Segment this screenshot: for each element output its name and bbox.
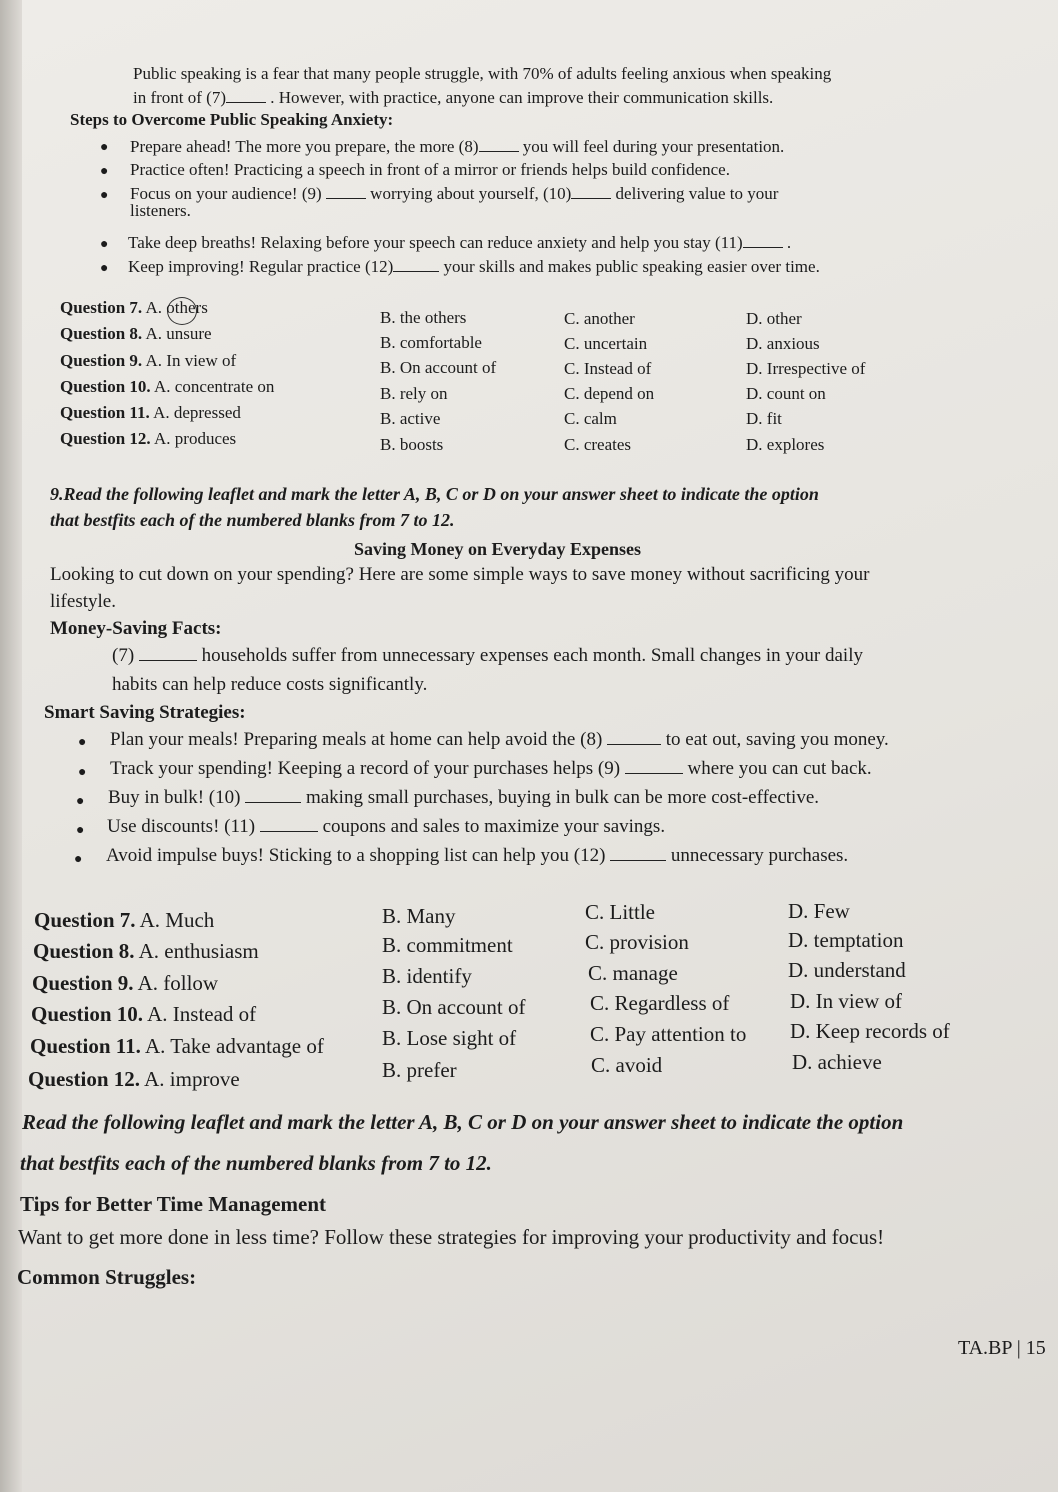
p2-strategy-5: Avoid impulse buys! Sticking to a shopping list can help you (12) unnecessary purchases. [106, 845, 849, 866]
blank-12[interactable] [610, 846, 666, 861]
q1-7: Question 7. A. others [60, 298, 208, 317]
q2-12: Question 12. A. improve [28, 1067, 240, 1091]
p3-title: Tips for Better Time Management [20, 1192, 327, 1216]
q2-11: Question 11. A. Take advantage of [30, 1034, 324, 1058]
bullet-icon: ● [78, 735, 87, 750]
p2-facts-heading: Money-Saving Facts: [50, 618, 222, 639]
option-a[interactable]: A. produces [154, 429, 237, 448]
bullet-icon: ● [100, 261, 109, 276]
q1-7-d[interactable]: D. other [746, 309, 802, 328]
blank-9[interactable] [625, 759, 683, 774]
p1-bullet-3: Focus on your audience! (9) worrying about yourself, (10) delivering value to your [130, 184, 779, 203]
q1-8-c[interactable]: C. uncertain [564, 334, 648, 353]
q2-7: Question 7. A. Much [34, 908, 215, 932]
q2-9-c[interactable]: C. manage [588, 961, 678, 985]
blank-8[interactable] [607, 730, 661, 745]
instruction-3-line1: Read the following leaflet and mark the letter A, B, C or D on your answer sheet to indicate the option [22, 1110, 904, 1134]
q1-9-b[interactable]: B. On account of [380, 358, 497, 377]
p1-bullet-4: Take deep breaths! Relaxing before your speech can reduce anxiety and help you stay (11) . [128, 233, 792, 252]
bullet-icon: ● [78, 765, 87, 780]
q1-7-b[interactable]: B. the others [380, 308, 467, 327]
instruction-2-line2: that bestfits each of the numbered blanks from 7 to 12. [50, 510, 455, 530]
q2-10-d[interactable]: D. In view of [790, 989, 902, 1013]
q1-11-d[interactable]: D. fit [746, 409, 782, 428]
instruction-3-line2: that bestfits each of the numbered blanks from 7 to 12. [20, 1151, 492, 1175]
q2-11-d[interactable]: D. Keep records of [790, 1019, 950, 1043]
option-a[interactable]: A. In view of [145, 351, 237, 370]
p2-strategy-2: Track your spending! Keeping a record of your purchases helps (9) where you can cut back. [110, 758, 872, 779]
q1-12: Question 12. A. produces [60, 429, 237, 448]
option-a[interactable]: A. enthusiasm [138, 939, 259, 963]
option-a[interactable]: A. Take advantage of [144, 1034, 324, 1058]
blank-10[interactable] [245, 788, 301, 803]
bullet-icon: ● [100, 188, 109, 203]
bullet-icon: ● [100, 237, 109, 252]
option-a[interactable]: A. unsure [145, 324, 212, 343]
blank-7[interactable] [139, 646, 197, 661]
blank-9[interactable] [326, 184, 366, 199]
p2-strategy-4: Use discounts! (11) coupons and sales to maximize your savings. [107, 816, 666, 837]
option-a[interactable]: A. depressed [153, 403, 241, 422]
p2-strategies-heading: Smart Saving Strategies: [44, 702, 246, 723]
p1-intro-line2: in front of (7) . However, with practice, anyone can improve their communication skills. [133, 88, 774, 107]
q1-11-c[interactable]: C. calm [564, 409, 617, 428]
q2-10: Question 10. A. Instead of [31, 1002, 257, 1026]
q2-12-b[interactable]: B. prefer [382, 1058, 457, 1082]
p1-bullet-1: Prepare ahead! The more you prepare, the more (8) you will feel during your presentation. [130, 137, 785, 156]
q2-7-c[interactable]: C. Little [585, 900, 655, 924]
q2-8-c[interactable]: C. provision [585, 930, 689, 954]
q2-12-c[interactable]: C. avoid [591, 1053, 663, 1077]
p3-heading: Common Struggles: [17, 1265, 197, 1289]
option-a[interactable]: A. Much [139, 908, 215, 932]
q1-10-c[interactable]: C. depend on [564, 384, 655, 403]
option-a[interactable]: A. others [145, 298, 208, 317]
instruction-2-line1: 9.Read the following leaflet and mark the letter A, B, C or D on your answer sheet to indicate the option [50, 484, 819, 504]
p2-intro-line1: Looking to cut down on your spending? Here are some simple ways to save money without sacrificing your [50, 564, 870, 585]
bullet-icon: ● [76, 794, 85, 809]
blank-7[interactable] [226, 88, 266, 103]
p1-intro-line1: Public speaking is a fear that many people struggle, with 70% of adults feeling anxious when speaking [133, 64, 832, 83]
q1-12-b[interactable]: B. boosts [380, 435, 444, 454]
q1-10-b[interactable]: B. rely on [380, 384, 448, 403]
q2-10-c[interactable]: C. Regardless of [590, 991, 730, 1015]
q2-10-b[interactable]: B. On account of [382, 995, 526, 1019]
q2-9: Question 9. A. follow [32, 971, 219, 995]
q2-8-b[interactable]: B. commitment [382, 933, 513, 957]
q1-12-c[interactable]: C. creates [564, 435, 632, 454]
q1-8-b[interactable]: B. comfortable [380, 333, 482, 352]
bullet-icon: ● [74, 852, 83, 867]
q2-12-d[interactable]: D. achieve [792, 1050, 882, 1074]
blank-8[interactable] [479, 137, 519, 152]
option-a[interactable]: A. concentrate on [154, 377, 275, 396]
bullet-icon: ● [100, 140, 109, 155]
q1-8-d[interactable]: D. anxious [746, 334, 820, 353]
p2-fact-line1: (7) households suffer from unnecessary expenses each month. Small changes in your daily [112, 645, 863, 666]
p2-intro-line2: lifestyle. [50, 591, 116, 612]
q1-10: Question 10. A. concentrate on [60, 377, 275, 396]
q2-7-b[interactable]: B. Many [382, 904, 456, 928]
bullet-icon: ● [100, 164, 109, 179]
bullet-icon: ● [76, 823, 85, 838]
page-footer: TA.BP | 15 [958, 1337, 1046, 1359]
q2-11-c[interactable]: C. Pay attention to [590, 1022, 747, 1046]
p3-intro: Want to get more done in less time? Follow these strategies for improving your productivity and focus! [18, 1225, 885, 1249]
q1-7-c[interactable]: C. another [564, 309, 635, 328]
p2-strategy-3: Buy in bulk! (10) making small purchases, buying in bulk can be more cost-effective. [108, 787, 819, 808]
q2-8: Question 8. A. enthusiasm [33, 939, 259, 963]
p2-title: Saving Money on Everyday Expenses [354, 539, 642, 559]
q2-9-b[interactable]: B. identify [382, 964, 472, 988]
q1-11-b[interactable]: B. active [380, 409, 441, 428]
q2-8-d[interactable]: D. temptation [788, 928, 904, 952]
p1-steps-heading: Steps to Overcome Public Speaking Anxiety: [70, 110, 394, 129]
q2-11-b[interactable]: B. Lose sight of [382, 1026, 517, 1050]
option-a[interactable]: A. follow [137, 971, 219, 995]
blank-11[interactable] [743, 233, 783, 248]
option-a[interactable]: A. improve [144, 1067, 240, 1091]
blank-11[interactable] [260, 817, 318, 832]
q1-9-d[interactable]: D. Irrespective of [746, 359, 866, 378]
p1-bullet-5: Keep improving! Regular practice (12) your skills and makes public speaking easier over time. [128, 257, 820, 276]
q1-8: Question 8. A. unsure [60, 324, 212, 343]
option-a[interactable]: A. Instead of [147, 1002, 257, 1026]
q1-9-c[interactable]: C. Instead of [564, 359, 652, 378]
blank-10[interactable] [571, 184, 611, 199]
p2-strategy-1: Plan your meals! Preparing meals at home can help avoid the (8) to eat out, saving you money. [110, 729, 889, 750]
q2-7-d[interactable]: D. Few [788, 899, 850, 923]
p1-bullet-3-cont: listeners. [130, 201, 191, 220]
q2-9-d[interactable]: D. understand [788, 958, 906, 982]
q1-10-d[interactable]: D. count on [746, 384, 826, 403]
blank-12[interactable] [393, 257, 439, 272]
q1-12-d[interactable]: D. explores [746, 435, 825, 454]
p1-bullet-2: Practice often! Practicing a speech in front of a mirror or friends helps build confidence. [130, 160, 730, 179]
p2-fact-line2: habits can help reduce costs significantly. [112, 674, 428, 695]
q1-9: Question 9. A. In view of [60, 351, 237, 370]
q1-11: Question 11. A. depressed [60, 403, 241, 422]
